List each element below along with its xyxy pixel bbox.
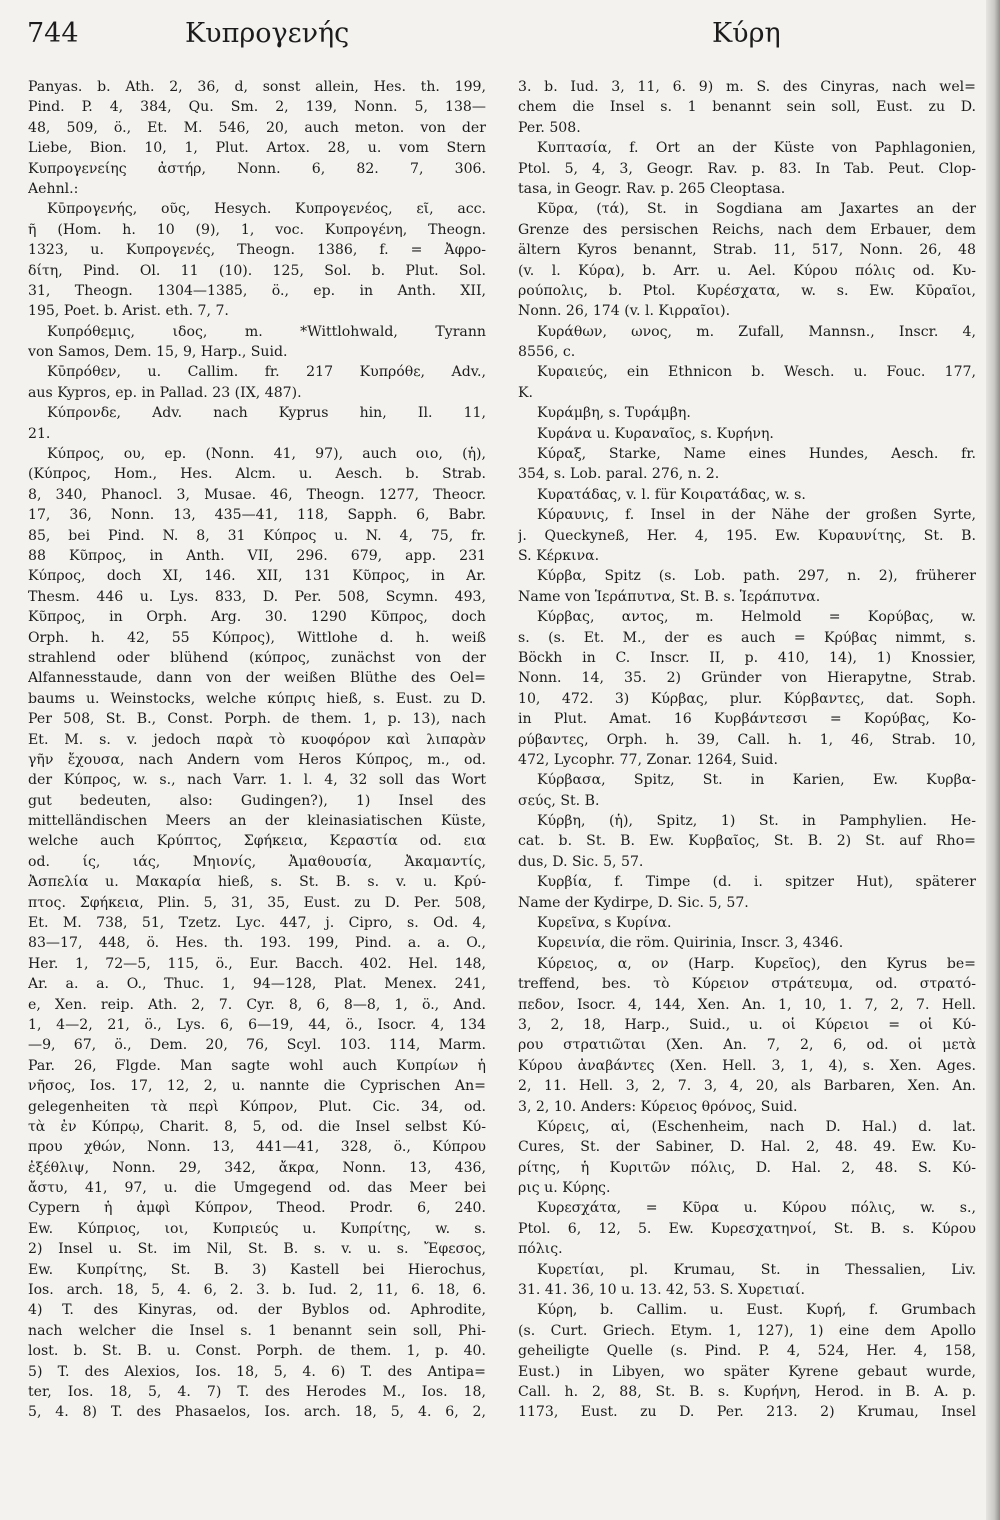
text-line: Par. 26, Flgde. Man sagte wohl auch Κυπρίων ἡ bbox=[28, 1057, 486, 1074]
text-line: in Plut. Amat. 16 Κυρβάντεσσι = Κορύβας, Κο- bbox=[518, 711, 976, 728]
entry-start-line: Κύρεις, αἱ, (Eschenheim, nach D. Hal.) d. lat. bbox=[537, 1118, 976, 1135]
text-line: S. Κέρκινα. bbox=[518, 547, 600, 564]
text-line: e, Xen. reip. Ath. 2, 7. Cyr. 8, 6, 8—8, 1, ö., And. bbox=[28, 996, 486, 1013]
text-line: 83—17, 448, ö. Hes. th. 193. 199, Pind. a. a. O., bbox=[28, 935, 486, 952]
entry-start-line: Κύρβη, (ἡ), Spitz, 1) St. in Pamphylien. He- bbox=[537, 813, 976, 830]
text-line: ρούπολις, b. Ptol. Κυρέσχατα, w. s. Ew. Κῡραῖοι, bbox=[518, 282, 976, 299]
text-line: 1, 4—2, 21, ö., Lys. 6, 6—19, 44, ö., Isocr. 4, 134 bbox=[28, 1016, 486, 1033]
text-line: 3. b. Iud. 3, 11, 6. 9) m. S. des Cinyras, nach wel= bbox=[518, 79, 976, 95]
text-line: ρις u. Κύρης. bbox=[518, 1180, 611, 1197]
entry-start-line: Κύρβας, αντος, m. Helmold = Κορύβας, w. bbox=[537, 609, 976, 626]
entry-start-line: Κυρατάδας, v. l. für Κοιρατάδας, w. s. bbox=[537, 486, 806, 503]
text-line: πόλις. bbox=[518, 1241, 563, 1258]
text-line: Ios. arch. 18, 5, 4. 6, 2. 3. b. Iud. 2, 11, 6. 18, 6. bbox=[28, 1282, 486, 1299]
entry-start-line: Κυρεῖνα, s Κυρίνα. bbox=[537, 915, 672, 932]
text-line: τὰ ἐν Κύπρῳ, Charit. 8, 5, od. die Insel selbst Κύ- bbox=[28, 1118, 486, 1135]
text-line: Per. 508. bbox=[518, 119, 581, 136]
text-line: gelegenheiten τὰ περὶ Κύπρον, Plut. Cic. 34, od. bbox=[28, 1098, 486, 1115]
text-line: ter, Ios. 18, 5, 4. 7) T. des Herodes M., Ios. 18, bbox=[28, 1384, 486, 1400]
text-line: lost. b. St. B. u. Const. Porph. de them. 1, p. 40. bbox=[28, 1343, 486, 1360]
text-line: (s. Curt. Griech. Etym. 1, 127), 1) eine dem Apollo bbox=[518, 1322, 976, 1339]
text-line: 354, s. Lob. paral. 276, n. 2. bbox=[518, 466, 720, 483]
text-line: Her. 1, 72—5, 115, ö., Eur. Bacch. 402. Hel. 148, bbox=[28, 955, 486, 972]
entry-start-line: Κυραιεύς, ein Ethnicon b. Wesch. u. Fouc. 177, bbox=[537, 364, 976, 381]
text-line: der Κύπρος, w. s., nach Varr. 1. l. 4, 32 soll das Wort bbox=[28, 772, 486, 789]
entry-start-line: Κυρβία, f. Timpe (d. i. spitzer Hut), späterer bbox=[537, 874, 976, 891]
text-line: nach welcher die Insel s. 1 benannt sein soll, Phi- bbox=[28, 1322, 486, 1339]
text-line: 2, 11. Hell. 3, 2, 7. 3, 4, 20, als Barbaren, Xen. An. bbox=[518, 1078, 976, 1095]
entry-start-line: Κυπτασία, f. Ort an der Küste von Paphlagonien, bbox=[537, 140, 976, 157]
entry-start-line: Κύρβασα, Spitz, St. in Karien, Ew. Κυρβα- bbox=[537, 772, 976, 789]
page-edge-shadow bbox=[986, 0, 1000, 1520]
text-line: welche auch Κρύπτος, Σφήκεια, Κεραστία od. εια bbox=[28, 833, 486, 850]
running-head-right: Κύρη bbox=[712, 18, 781, 49]
text-line: dus, D. Sic. 5, 57. bbox=[518, 853, 644, 870]
text-line: 1173, Eust. zu D. Per. 213. 2) Krumau, Insel bbox=[518, 1404, 976, 1421]
text-line: —9, 67, ö., Dem. 20, 76, Scyl. 103. 114, Marm. bbox=[28, 1037, 486, 1054]
text-line: Panyas. b. Ath. 2, 36, d, sonst allein, Hes. th. 199, bbox=[28, 79, 486, 95]
text-line: Name von Ἱεράπυτνα, St. B. s. Ἱεράπυτνα. bbox=[518, 588, 821, 605]
text-line: Eust.) in Libyen, wo später Kyrene gebaut wurde, bbox=[518, 1363, 976, 1380]
entry-start-line: Κυπρόθεμις, ιδος, m. *Wittlohwald, Tyrann bbox=[47, 323, 486, 340]
text-line: s. (s. Et. M., der es auch = Κρύβας nimmt, s. bbox=[518, 629, 976, 646]
text-line: 2) Insel u. St. im Nil, St. B. s. v. u. s. Ἔφεσος, bbox=[28, 1241, 486, 1258]
text-line: Nonn. 26, 174 (v. l. Κιρραῖοι). bbox=[518, 303, 731, 320]
text-line: Ptol. 6, 12, 5. Ew. Κυρεσχατηνοί, St. B. s. Κύρου bbox=[518, 1220, 976, 1237]
text-line: K. bbox=[518, 384, 534, 401]
text-line: Thesm. 446 u. Lys. 833, D. Per. 508, Scymn. 493, bbox=[28, 588, 486, 605]
text-line: Κῦπρος, in Orph. Arg. 30. 1290 Κῦπρος, doch bbox=[28, 609, 486, 626]
text-line: πτος. Σφήκεια, Plin. 5, 31, 35, Eust. zu D. Per. 508, bbox=[28, 894, 486, 911]
text-line: 472, Lycophr. 77, Zonar. 1264, Suid. bbox=[518, 751, 778, 768]
entry-start-line: Κύπρος, ου, ep. (Nonn. 41, 97), auch οιο, (ἡ), bbox=[47, 446, 486, 463]
text-line: strahlend oder blühend (κύπρος, zunächst von der bbox=[28, 649, 486, 666]
text-line: νῆσος, Ios. 17, 12, 2, u. nannte die Cyprischen An= bbox=[28, 1078, 486, 1095]
entry-start-line: Κύραξ, Starke, Name eines Hundes, Aesch. fr. bbox=[537, 446, 976, 463]
text-line: chem die Insel s. 1 benannt sein soll, Eust. zu D. bbox=[518, 99, 976, 116]
text-line: Cypern ἡ ἀμφὶ Κύπρον, Theod. Prodr. 6, 240. bbox=[28, 1200, 486, 1217]
text-line: Grenze des persischen Reichs, nach dem Erbauer, dem bbox=[518, 221, 976, 238]
text-line: von Samos, Dem. 15, 9, Harp., Suid. bbox=[28, 344, 288, 361]
entry-start-line: Κῡπρογενής, οῦς, Hesych. Κυπρογενέος, εῖ, acc. bbox=[47, 201, 486, 218]
text-line: πεδον, Isocr. 4, 144, Xen. An. 1, 10, 1. 7, 2, 7. Hell. bbox=[518, 996, 976, 1013]
text-line: ρύβαντες, Orph. h. 39, Call. h. 1, 46, Strab. 10, bbox=[518, 731, 976, 748]
text-line: Pind. P. 4, 384, Qu. Sm. 2, 139, Nonn. 5, 138— bbox=[28, 99, 486, 116]
text-line: 48, 509, ö., Et. M. 546, 20, auch meton. von der bbox=[28, 119, 486, 136]
text-line: Et. M. 738, 51, Tzetz. Lyc. 447, j. Cipro, s. Od. 4, bbox=[28, 915, 486, 932]
text-line: Κύπρος, doch XI, 146. XII, 131 Κῦπρος, in Ar. bbox=[28, 568, 486, 585]
page-number: 744 bbox=[27, 18, 79, 49]
text-line: (Κύπρος, Hom., Hes. Alcm. u. Aesch. b. Strab. bbox=[28, 466, 486, 483]
text-line: 1323, u. Κυπρογενές, Theogn. 1386, f. = Ἀφρο- bbox=[28, 242, 486, 259]
right-column bbox=[518, 77, 976, 1423]
text-line: ρου στρατιῶται (Xen. An. 7, 2, 6, od. οἱ μετὰ bbox=[518, 1037, 976, 1054]
text-line: Name der Kydirpe, D. Sic. 5, 57. bbox=[518, 894, 749, 911]
entry-start-line: Κύρη, b. Callim. u. Eust. Κυρή, f. Grumbach bbox=[537, 1302, 976, 1319]
text-line: Liebe, Bion. 10, 1, Plut. Artox. 28, u. vom Stern bbox=[28, 140, 486, 157]
text-line: baums u. Weinstocks, welche κύπρις hieß, s. Eust. zu D. bbox=[28, 690, 486, 707]
entry-start-line: Κυρεσχάτα, = Κῦρα u. Κύρου πόλις, w. s., bbox=[537, 1200, 976, 1217]
text-line: ἄστυ, 41, 97, u. die Umgegend od. das Meer bei bbox=[28, 1180, 486, 1197]
text-line: geheiligte Quelle (s. Pind. P. 4, 524, Her. 4, 158, bbox=[518, 1343, 976, 1360]
text-line: Ἀσπελία u. Μακαρία hieß, s. St. B. s. v. u. Κρύ- bbox=[28, 874, 486, 891]
entry-start-line: Κύρειος, α, ον (Harp. Κυρεῖος), den Kyrus be= bbox=[537, 955, 976, 972]
text-line: 88 Κῦπρος, in Anth. VII, 296. 679, app. 231 bbox=[28, 547, 486, 564]
entry-start-line: Κῦρα, (τά), St. in Sogdiana am Jaxartes an der bbox=[537, 201, 976, 218]
text-line: aus Kypros, ep. in Pallad. 23 (IX, 487). bbox=[28, 384, 302, 401]
text-line: Böckh in C. Inscr. II, p. 410, 14), 1) Knossier, bbox=[518, 649, 976, 666]
text-line: ῆ (Hom. h. 10 (9), 1, voc. Κυπρογένη, Theogn. bbox=[28, 221, 486, 238]
text-line: Call. h. 2, 88, St. B. s. Κυρήνη, Herod. in B. A. p. bbox=[518, 1384, 976, 1400]
text-line: treffend, bes. τὸ Κύρειον στράτευμα, od. στρατό- bbox=[518, 976, 976, 993]
text-line: gut bedeuten, also: Gudingen?), 1) Insel des bbox=[28, 792, 486, 809]
text-line: Alfannesstaude, dann von der weißen Blüthe des Oel= bbox=[28, 670, 486, 687]
text-line: Cures, St. der Sabiner, D. Hal. 2, 48. 49. Ew. Κυ- bbox=[518, 1139, 976, 1156]
entry-start-line: Κύπρονδε, Adv. nach Kyprus hin, Il. 11, bbox=[47, 405, 486, 422]
text-line: ρίτης, ἡ Κυριτῶν πόλις, D. Hal. 2, 48. S. Κύ- bbox=[518, 1159, 976, 1176]
text-line: δίτη, Pind. Ol. 11 (10). 125, Sol. b. Plut. Sol. bbox=[28, 262, 486, 279]
text-line: mittelländischen Meers an der kleinasiatischen Küste, bbox=[28, 813, 486, 830]
entry-start-line: Κύραυνις, f. Insel in der Nähe der großen Syrte, bbox=[537, 507, 976, 524]
text-line: Orph. h. 42, 55 Κύπρος), Wittlohe d. h. weiß bbox=[28, 629, 486, 646]
text-line: 3, 2, 10. Anders: Κύρειος θρόνος, Suid. bbox=[518, 1098, 798, 1115]
text-line: ἐξέθλιψ, Nonn. 29, 342, ἄκρα, Nonn. 13, 436, bbox=[28, 1159, 486, 1176]
text-line: Ar. a. a. O., Thuc. 1, 94—128, Plat. Menex. 241, bbox=[28, 976, 486, 993]
text-line: 195, Poet. b. Arist. eth. 7, 7. bbox=[28, 303, 229, 320]
text-line: 10, 472. 3) Κύρβας, plur. Κύρβαντες, dat. Soph. bbox=[518, 690, 976, 707]
entry-start-line: Κυράθων, ωνος, m. Zufall, Mannsn., Inscr. 4, bbox=[537, 323, 976, 340]
text-line: 31, Theogn. 1304—1385, ö., ep. in Anth. XII, bbox=[28, 282, 486, 299]
text-line: Κύρου ἀναβάντες (Xen. Hell. 3, 1, 4), s. Xen. Ages. bbox=[518, 1057, 976, 1074]
text-line: 17, 36, Nonn. 13, 435—41, 118, Sapph. 6, Babr. bbox=[28, 507, 486, 524]
text-line: Ptol. 5, 4, 3, Geogr. Rav. p. 83. In Tab. Peut. Clop- bbox=[518, 160, 976, 177]
text-line: Ew. Κυπρίτης, St. B. 3) Kastell bei Hierochus, bbox=[28, 1261, 486, 1278]
text-line: Per 508, St. B., Const. Porph. de them. 1, p. 13), nach bbox=[28, 711, 486, 728]
text-line: Nonn. 14, 35. 2) Gründer von Hierapytne, Strab. bbox=[518, 670, 976, 687]
text-line: πρου χθών, Nonn. 13, 441—41, 328, ö., Κύπρου bbox=[28, 1139, 486, 1156]
text-line: 5) T. des Alexios, Ios. 18, 5, 4. 6) T. des Antipa= bbox=[28, 1363, 486, 1380]
entry-start-line: Κῡπρόθεν, u. Callim. fr. 217 Κυπρόθε, Adv., bbox=[47, 364, 486, 381]
text-line: od. ίς, ιάς, Μηιονίς, Ἀμαθουσία, Ἀκαμαντίς, bbox=[28, 853, 486, 870]
text-line: 21. bbox=[28, 425, 51, 442]
text-line: γῆν ἔχουσα, nach Andern vom Heros Κύπρος, m., od. bbox=[28, 751, 486, 768]
text-line: 5, 4. 8) T. des Phasaelos, Ios. arch. 18, 5, 4. 6, 2, bbox=[28, 1404, 486, 1421]
text-line: tasa, in Geogr. Rav. p. 265 Cleoptasa. bbox=[518, 180, 786, 197]
text-line: 8556, c. bbox=[518, 344, 576, 361]
text-line: j. Queckyneß, Her. 4, 195. Ew. Κυραυνίτης, St. B. bbox=[518, 527, 976, 544]
entry-start-line: Κυρεινία, die röm. Quirinia, Inscr. 3, 4346. bbox=[537, 935, 844, 952]
text-line: 4) T. des Kinyras, od. der Byblos od. Aphrodite, bbox=[28, 1302, 486, 1319]
text-line: Κυπρογενείης ἀστήρ, Nonn. 6, 82. 7, 306. bbox=[28, 160, 486, 177]
text-line: Et. M. s. v. jedoch παρὰ τὸ κυοφόρον καὶ λιπαρὰν bbox=[28, 731, 486, 748]
running-head-left: Κυπρογενής bbox=[185, 18, 350, 49]
text-line: Ew. Κύπριος, ιοι, Κυπριεύς u. Κυπρίτης, w. s. bbox=[28, 1220, 486, 1237]
entry-start-line: Κυρετίαι, pl. Krumau, St. in Thessalien, Liv. bbox=[537, 1261, 976, 1278]
left-column bbox=[28, 77, 486, 1423]
page-header bbox=[0, 18, 1000, 62]
text-line: cat. b. St. B. Ew. Κυρβαῖος, St. B. 2) St. auf Rho= bbox=[518, 833, 976, 850]
entry-start-line: Κυράνα u. Κυραναῖος, s. Κυρήνη. bbox=[537, 425, 774, 442]
entry-start-line: Κύρβα, Spitz (s. Lob. path. 297, n. 2), früherer bbox=[537, 568, 976, 585]
text-line: 31. 41. 36, 10 u. 13. 42, 53. S. Χυρετιαί. bbox=[518, 1282, 805, 1299]
text-line: Aehnl.: bbox=[28, 180, 79, 197]
text-line: 8, 340, Phanocl. 3, Musae. 46, Theogn. 1277, Theocr. bbox=[28, 486, 486, 503]
entry-start-line: Κυράμβη, s. Τυράμβη. bbox=[537, 405, 691, 422]
text-line: σεύς, St. B. bbox=[518, 792, 600, 809]
text-line: 85, bei Pind. N. 8, 31 Κύπρος u. N. 4, 75, fr. bbox=[28, 527, 486, 544]
text-line: (v. l. Κύρα), b. Arr. u. Ael. Κύρου πόλις od. Κυ- bbox=[518, 262, 976, 279]
text-line: ältern Kyros benannt, Strab. 11, 517, Nonn. 26, 48 bbox=[518, 242, 976, 259]
text-line: 3, 2, 18, Harp., Suid., u. οἱ Κύρειοι = οἱ Κύ- bbox=[518, 1016, 976, 1033]
